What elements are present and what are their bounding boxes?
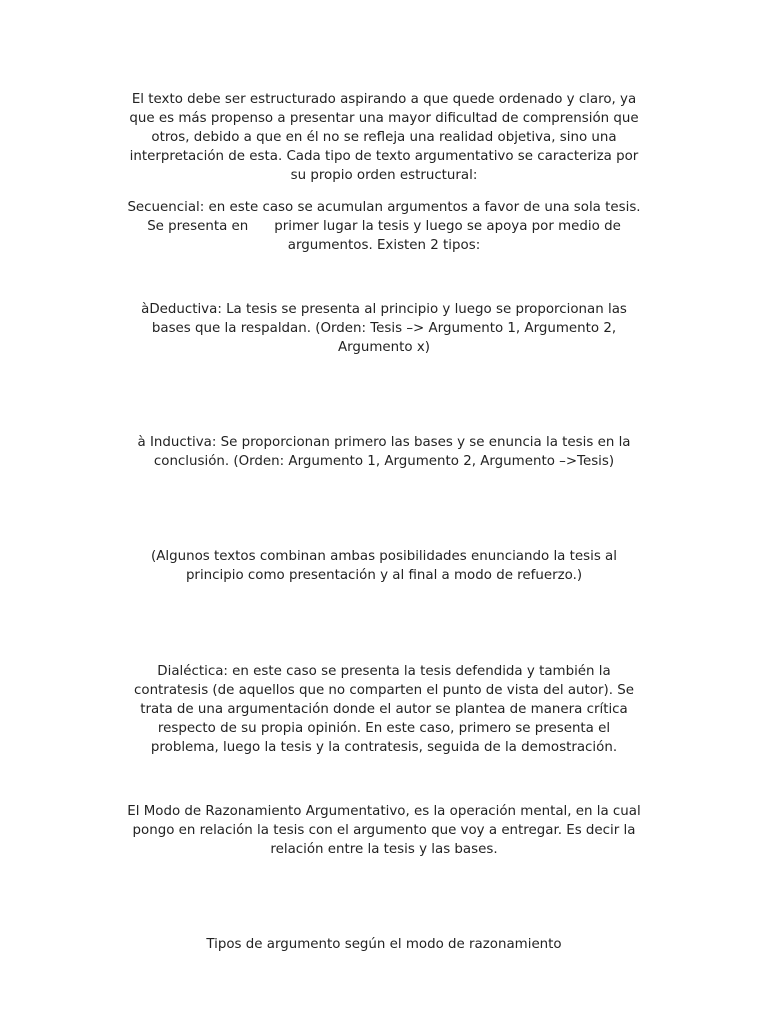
deductiva-line: àDeductiva: La tesis se presenta al principio y luego se proporcionan las (141, 302, 627, 317)
dialectica-paragraph (100, 662, 668, 757)
secuencial-paragraph (100, 198, 668, 255)
secuencial-line: Secuencial: en este caso se acumulan argumentos a favor de una sola tesis. (127, 200, 641, 215)
intro-line: que es más propenso a presentar una mayor dificultad de comprensión que (129, 111, 639, 126)
inductiva-line: conclusión. (Orden: Argumento 1, Argumento 2, Argumento –>Tesis) (153, 454, 615, 469)
inductiva-paragraph (100, 433, 668, 471)
modo-razonamiento-paragraph (100, 802, 668, 859)
combinacion-paragraph (100, 547, 668, 585)
modo-razonamiento-line: relación entre la tesis y las bases. (270, 842, 498, 857)
secuencial-line (100, 217, 668, 236)
secuencial-line-part: Se presenta en (147, 219, 249, 234)
dialectica-line: respecto de su propia opinión. En este caso, primero se presenta el (157, 721, 611, 736)
deductiva-paragraph (100, 300, 668, 357)
tipos-heading-text: Tipos de argumento según el modo de razonamiento (206, 937, 562, 952)
intro-line: interpretación de esta. Cada tipo de texto argumentativo se caracteriza por (129, 149, 639, 164)
combinacion-line: principio como presentación y al final a modo de refuerzo.) (185, 568, 583, 583)
deductiva-line: bases que la respaldan. (Orden: Tesis –> Argumento 1, Argumento 2, (151, 321, 617, 336)
secuencial-line: argumentos. Existen 2 tipos: (287, 238, 481, 253)
modo-razonamiento-line: pongo en relación la tesis con el argumento que voy a entregar. Es decir la (132, 823, 636, 838)
inductiva-line: à Inductiva: Se proporcionan primero las bases y se enuncia la tesis en la (137, 435, 631, 450)
intro-line: El texto debe ser estructurado aspirando a que quede ordenado y claro, ya (131, 92, 637, 107)
dialectica-line: contratesis (de aquellos que no comparten el punto de vista del autor). Se (134, 683, 634, 698)
dialectica-line: Dialéctica: en este caso se presenta la tesis defendida y también la (157, 664, 611, 679)
modo-razonamiento-line: El Modo de Razonamiento Argumentativo, es la operación mental, en la cual (127, 804, 641, 819)
intro-line: otros, debido a que en él no se refleja una realidad objetiva, sino una (151, 130, 617, 145)
secuencial-line-part: primer lugar la tesis y luego se apoya por medio de (274, 219, 621, 234)
dialectica-line: trata de una argumentación donde el autor se plantea de manera crítica (140, 702, 628, 717)
combinacion-line: (Algunos textos combinan ambas posibilidades enunciando la tesis al (151, 549, 617, 564)
deductiva-line: Argumento x) (337, 340, 431, 355)
intro-line: su propio orden estructural: (290, 168, 478, 183)
tipos-heading (100, 935, 668, 954)
intro-paragraph (100, 90, 668, 185)
dialectica-line: problema, luego la tesis y la contratesis, seguida de la demostración. (150, 740, 618, 755)
